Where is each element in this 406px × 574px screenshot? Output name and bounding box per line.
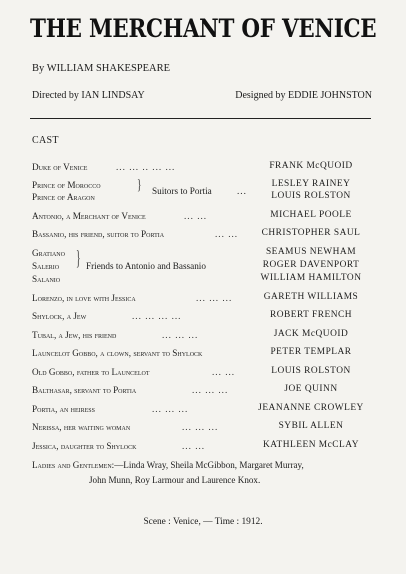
role-name: Salanio [32,274,61,284]
actor-name: ROBERT FRENCH [269,310,353,320]
cast-heading: CAST [32,135,59,146]
leader-dots: ... ... [184,211,208,221]
ensemble-label: Ladies and Gentlemen [32,460,112,470]
role-name: Launcelot Gobbo, a clown, servant to Shylock [32,348,203,358]
actor-name: ROGER DAVENPORT [262,260,360,270]
leader-dots: ... ... ... [162,330,199,340]
role-name: Lorenzo, in love with Jessica [32,293,136,303]
role-name: Gratiano [32,248,65,258]
role-name: Antonio, a Merchant of Venice [32,211,146,221]
leader-dots: ... ... [212,367,236,377]
director-credit: Directed by IAN LINDSAY [32,90,145,101]
designer-credit: Designed by EDDIE JOHNSTON [235,90,372,101]
leader-dots: ... ... [215,229,239,239]
role-name: Old Gobbo, father to Launcelot [32,367,150,377]
actor-name: LOUIS ROLSTON [271,366,351,376]
author-credit: By WILLIAM SHAKESPEARE [32,63,171,74]
actor-name: SEAMUS NEWHAM [265,247,357,257]
scene-time-line: Scene : Venice, — Time : 1912. [143,517,263,527]
friends-note: Friends to Antonio and Bassanio [86,261,206,271]
actor-name: JEANANNE CROWLEY [258,403,364,413]
divider-rule [30,118,371,119]
leader-dots: ... [237,186,247,196]
actor-name: SYBIL ALLEN [278,421,344,431]
actor-name: LESLEY RAINEY [271,179,351,189]
role-name: Nerissa, her waiting woman [32,422,131,432]
leader-dots: ... ... ... [182,422,219,432]
role-name: Prince of Morocco [32,180,101,190]
ensemble-names-1: :—Linda Wray, Sheila McGibbon, Margaret Murray, [111,460,304,470]
role-name: Prince of Aragon [32,192,95,202]
play-title: THE MERCHANT OF VENICE [30,14,377,44]
actor-name: GARETH WILLIAMS [263,292,359,302]
suitors-note: Suitors to Portia [152,186,212,196]
actor-name: JACK McQUOID [273,329,349,339]
role-name: Tubal, a Jew, his friend [32,330,117,340]
leader-dots: ... ... ... [152,404,189,414]
ensemble-line-1 [32,458,366,473]
role-name: Jessica, daughter to Shylock [32,441,137,451]
actor-name: PETER TEMPLAR [270,347,352,357]
role-name: Duke of Venice [32,162,88,172]
group-brace: } [76,249,81,271]
role-name: Shylock, a Jew [32,311,87,321]
role-name: Salerio [32,261,60,271]
actor-name: MICHAEL POOLE [270,210,352,220]
role-name: Portia, an heiress [32,404,95,414]
actor-name: CHRISTOPHER SAUL [261,228,361,238]
leader-dots: ... ... .. ... ... [116,162,176,172]
actor-name: JOE QUINN [284,384,338,394]
leader-dots: ... ... ... ... [132,311,182,321]
actor-name: LOUIS ROLSTON [271,191,351,201]
role-name: Bassanio, his friend, suitor to Portia [32,229,165,239]
leader-dots: ... ... ... [192,385,229,395]
actor-name: FRANK McQUOID [269,161,353,171]
actor-name: WILLIAM HAMILTON [260,273,362,283]
role-name: Balthasar, servant to Portia [32,385,137,395]
actor-name: KATHLEEN McCLAY [263,440,359,450]
ensemble-credit [32,458,366,488]
ensemble-names-2: John Munn, Roy Larmour and Laurence Knox. [89,475,261,485]
leader-dots: ... ... ... [196,293,233,303]
leader-dots: ... ... [182,441,206,451]
group-brace: } [137,178,142,194]
